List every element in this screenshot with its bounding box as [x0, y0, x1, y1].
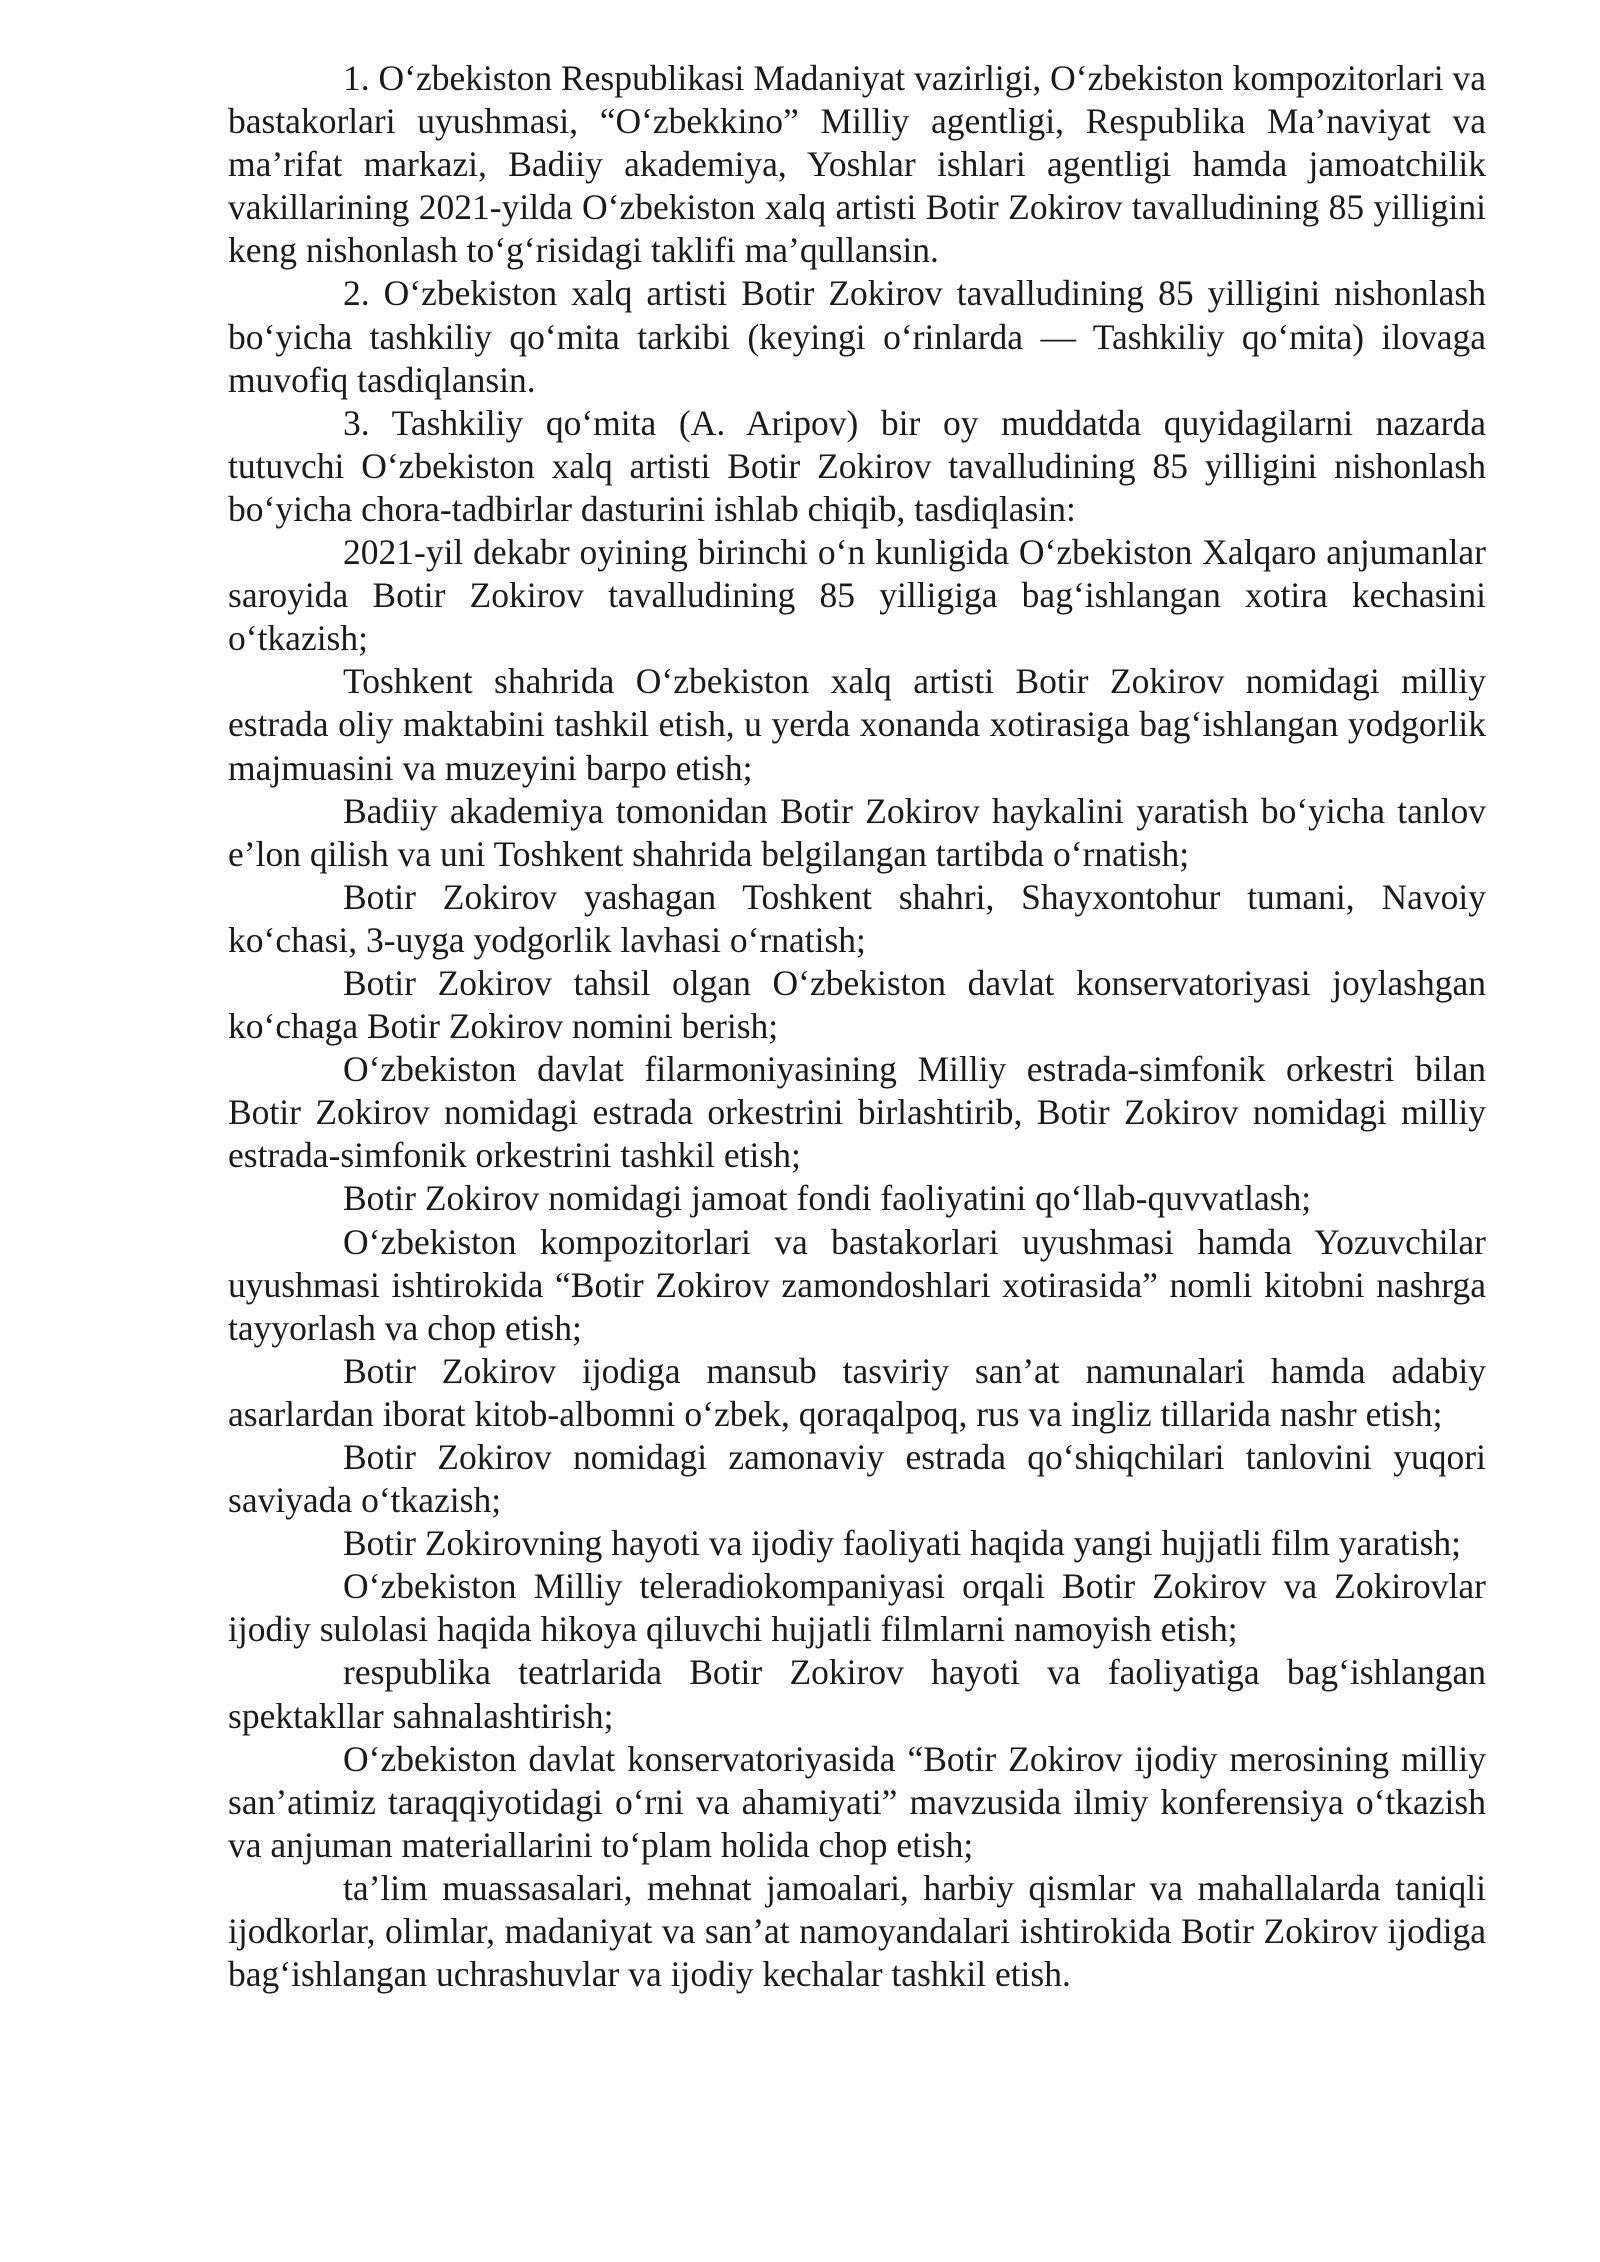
list-item-orchestra-merge: O‘zbekiston davlat filarmoniyasining Milliy estrada-simfonik orkestri bilan Botir Zokirov nomidagi estrada orkestrini birlashtirib, Botir Zokirov nomidagi milliy estrada-simfonik orkestrini tashkil etish; [228, 1049, 1486, 1176]
list-item-conference: O‘zbekiston davlat konservatoriyasida “Botir Zokirov ijodiy merosining milliy san’atimiz taraqqiyotidagi o‘rni va ahamiyati” mavzusida ilmiy konferensiya o‘tkazish va anjuman materiallarini to‘plam holida chop etish; [228, 1738, 1486, 1865]
list-item-public-fund: Botir Zokirov nomidagi jamoat fondi faoliyatini qo‘llab-quvvatlash; [343, 1178, 1312, 1219]
list-item-documentary: Botir Zokirovning hayoti va ijodiy faoliyati haqida yangi hujjatli film yaratish; [343, 1523, 1462, 1564]
list-item-memorial-plaque: Botir Zokirov yashagan Toshkent shahri, Shayxontohur tumani, Navoiy ko‘chasi, 3-uyga yodgorlik lavhasi o‘rnatish; [228, 876, 1486, 960]
list-item-singer-contest: Botir Zokirov nomidagi zamonaviy estrada qo‘shiqchilari tanlovini yuqori saviyada o‘tkazish; [228, 1437, 1486, 1521]
list-item-street-naming: Botir Zokirov tahsil olgan O‘zbekiston davlat konservatoriyasi joylashgan ko‘chaga Botir Zokirov nomini berish; [228, 962, 1486, 1047]
list-item-art-album: Botir Zokirov ijodiga mansub tasviriy san’at namunalari hamda adabiy asarlardan iborat kitob-albomni o‘zbek, qoraqalpoq, rus va ingliz tillarida nashr etish; [228, 1350, 1486, 1434]
list-item-meetings: ta’lim muassasalari, mehnat jamoalari, harbiy qismlar va mahallalarda taniqli ijodkorlar, olimlar, madaniyat va san’at namoyandalari ishtirokida Botir Zokirov ijodiga bag‘ishlangan uchrashuvlar va ijodiy kechalar tashkil etish. [228, 1867, 1486, 1995]
paragraph-item-2: 2. O‘zbekiston xalq artisti Botir Zokirov tavalludining 85 yilligini nishonlash bo‘yicha tashkiliy qo‘mita tarkibi (keyingi o‘rinlarda — Tashkiliy qo‘mita) ilovaga muvofiq tasdiqlansin. [228, 273, 1486, 400]
paragraph-item-3: 3. Tashkiliy qo‘mita (A. Aripov) bir oy muddatda quyidagilarni nazarda tutuvchi O‘zbekiston xalq artisti Botir Zokirov tavalludining 85 yilligini nishonlash bo‘yicha chora-tadbirlar dasturini ishlab chiqib, tasdiqlasin: [228, 402, 1486, 529]
list-item-memorial-evening: 2021-yil dekabr oyining birinchi o‘n kunligida O‘zbekiston Xalqaro anjumanlar saroyida Botir Zokirov tavalludining 85 yilligiga bag‘ishlangan xotira kechasini o‘tkazish; [228, 532, 1486, 659]
list-item-theatre-plays: respublika teatrlarida Botir Zokirov hayoti va faoliyatiga bag‘ishlangan spektakllar sahnalashtirish; [228, 1652, 1486, 1736]
list-item-memoir-book: O‘zbekiston kompozitorlari va bastakorlari uyushmasi hamda Yozuvchilar uyushmasi ishtirokida “Botir Zokirov zamondoshlari xotirasida” nomli kitobni nashrga tayyorlash va chop etish; [228, 1221, 1486, 1348]
document-body [228, 57, 1486, 1996]
list-item-tv-broadcast: O‘zbekiston Milliy teleradiokompaniyasi orqali Botir Zokirov va Zokirovlar ijodiy sulolasi haqida hikoya qiluvchi hujjatli filmlarni namoyish etish; [228, 1566, 1486, 1650]
list-item-monument-contest: Badiiy akademiya tomonidan Botir Zokirov haykalini yaratish bo‘yicha tanlov e’lon qilish va uni Toshkent shahrida belgilangan tartibda o‘rnatish; [228, 790, 1486, 874]
list-item-estrada-school: Toshkent shahrida O‘zbekiston xalq artisti Botir Zokirov nomidagi milliy estrada oliy maktabini tashkil etish, u yerda xonanda xotirasiga bag‘ishlangan yodgorlik majmuasini va muzeyini barpo etish; [228, 661, 1486, 788]
paragraph-item-1: 1. O‘zbekiston Respublikasi Madaniyat vazirligi, O‘zbekiston kompozitorlari va bastakorlari uyushmasi, “O‘zbekkino” Milliy agentligi, Respublika Ma’naviyat va ma’rifat markazi, Badiiy akademiya, Yoshlar ishlari agentligi hamda jamoatchilik vakillarining 2021-yilda O‘zbekiston xalq artisti Botir Zokirov tavalludining 85 yilligini keng nishonlash to‘g‘risidagi taklifi ma’qullansin. [228, 58, 1486, 271]
